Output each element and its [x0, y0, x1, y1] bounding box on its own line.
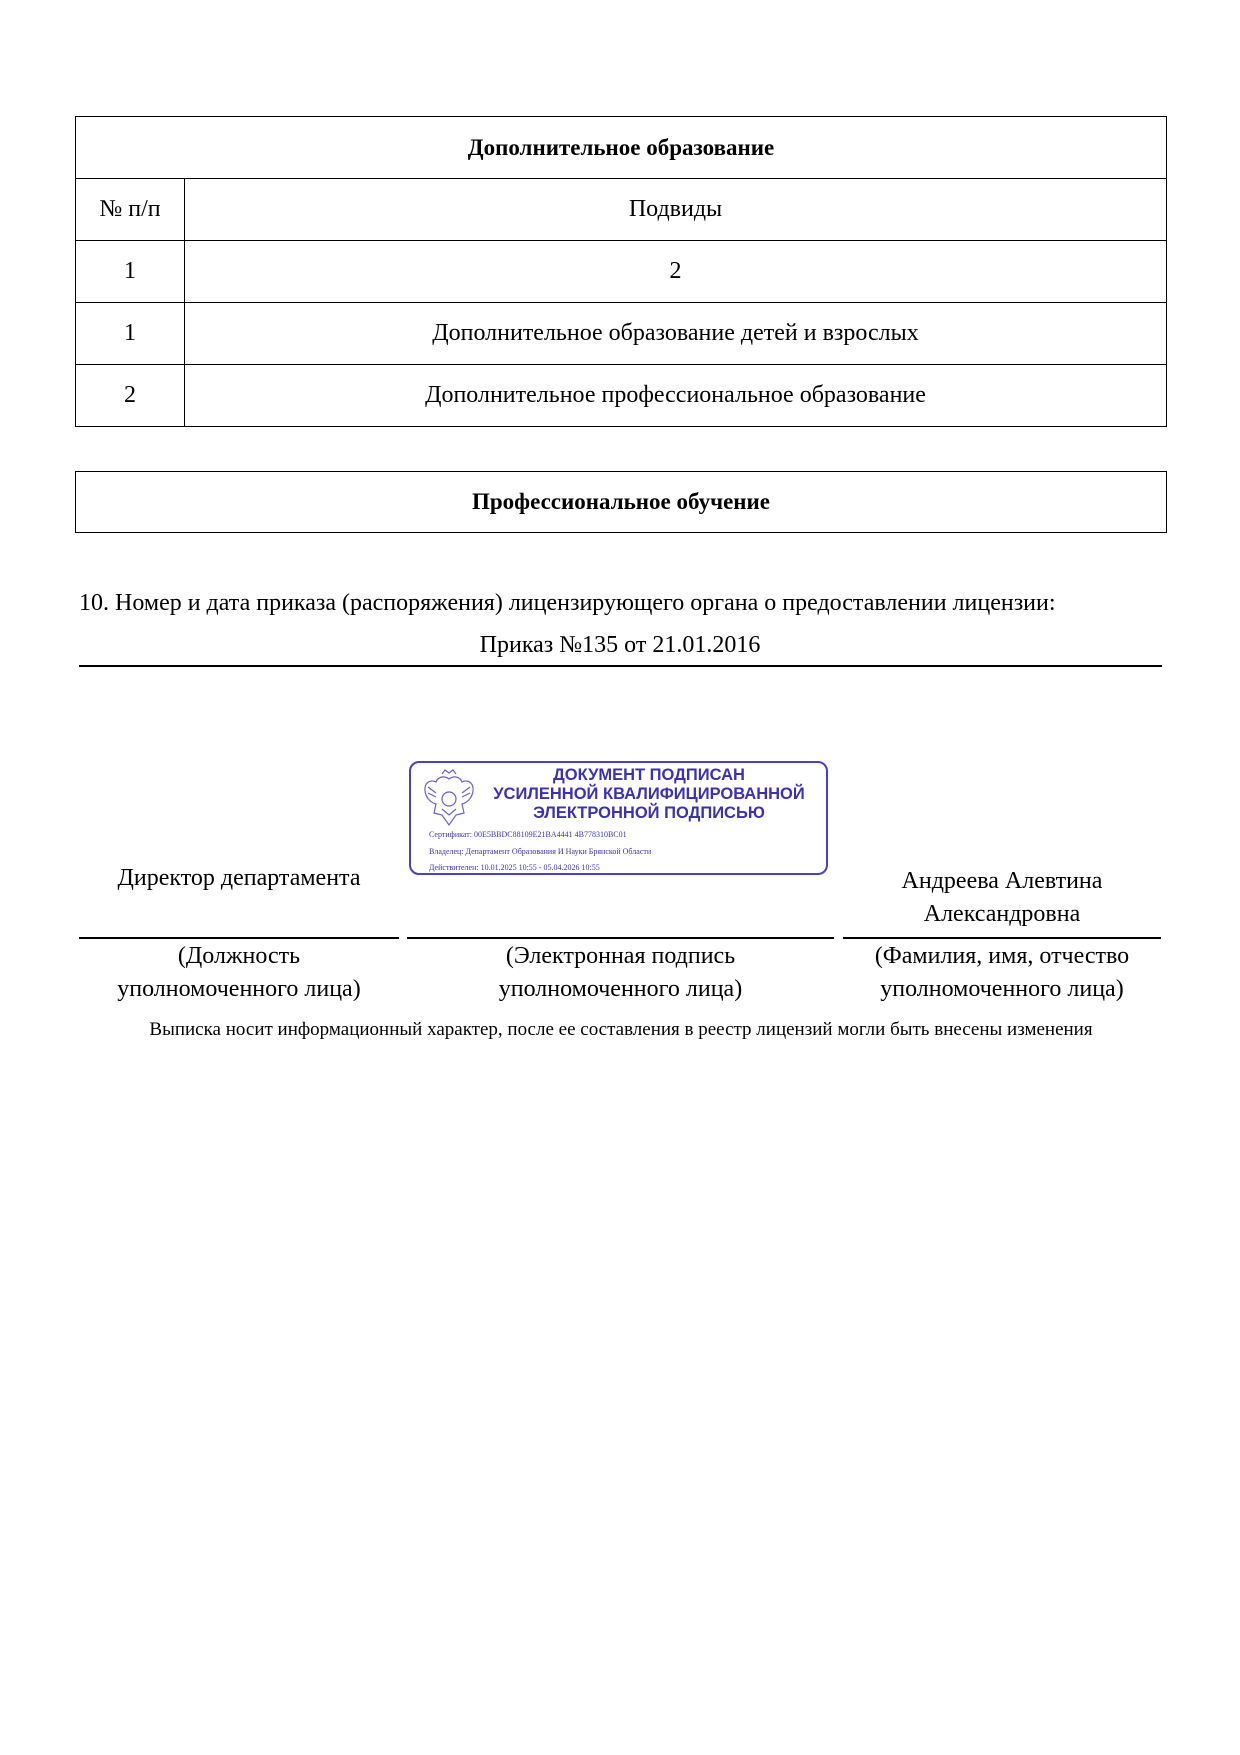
table-title-row: [76, 117, 1167, 179]
name-caption: [843, 940, 1161, 1006]
caption-line: уполномоченного лица): [498, 976, 743, 1002]
position-underline: [79, 937, 399, 939]
table-row: [76, 365, 1167, 427]
item-10-label: 10. Номер и дата приказа (распоряжения) лицензирующего органа о предоставлении лицензии:: [79, 590, 1056, 616]
table-title: Дополнительное образование: [76, 117, 1167, 179]
table-row: [76, 241, 1167, 303]
stamp-title-line: ЭЛЕКТРОННОЙ ПОДПИСЬЮ: [533, 804, 765, 822]
caption-line: уполномоченного лица): [880, 976, 1124, 1002]
caption-line: уполномоченного лица): [117, 976, 361, 1002]
row-name: Дополнительное профессиональное образование: [185, 365, 1167, 427]
row-name: 2: [185, 241, 1167, 303]
signature-caption: [407, 940, 834, 1006]
row-name: Дополнительное образование детей и взрослых: [185, 303, 1167, 365]
stamp-valid: Действителен: 10.01.2025 10:55 - 05.04.2026 10:55: [429, 863, 600, 872]
column-header-number: № п/п: [76, 179, 185, 241]
order-value: Приказ №135 от 21.01.2016: [479, 632, 761, 658]
order-underline: [79, 665, 1162, 667]
stamp-title-line: УСИЛЕННОЙ КВАЛИФИЦИРОВАННОЙ: [493, 785, 805, 803]
coat-of-arms-icon: [420, 769, 478, 831]
stamp-certificate: Сертификат: 00E5BBDC88109E21BA4441 4B778310BC01: [429, 830, 627, 839]
full-name-line: Андреева Алевтина: [901, 868, 1103, 894]
row-number: 1: [76, 241, 185, 303]
full-name-value: [843, 865, 1161, 931]
table-title: Профессиональное обучение: [471, 489, 770, 514]
caption-line: (Должность: [177, 943, 301, 969]
position-caption: [79, 940, 399, 1006]
row-number: 1: [76, 303, 185, 365]
stamp-owner: Владелец: Департамент Образования И Науки Брянской Области: [429, 847, 652, 856]
additional-education-table: [75, 116, 1167, 427]
table-row: [76, 303, 1167, 365]
full-name-line: Александровна: [923, 901, 1081, 927]
position-value: Директор департамента: [117, 865, 361, 891]
disclaimer-note: Выписка носит информационный характер, после ее составления в реестр лицензий могли быть внесены изменения: [149, 1019, 1093, 1040]
caption-line: (Электронная подпись: [505, 943, 736, 969]
professional-training-table: [75, 471, 1167, 533]
row-number: 2: [76, 365, 185, 427]
stamp-title: [473, 766, 825, 823]
stamp-title-line: ДОКУМЕНТ ПОДПИСАН: [553, 766, 745, 784]
electronic-signature-stamp: [409, 761, 828, 875]
signature-underline: [407, 937, 834, 939]
name-underline: [843, 937, 1161, 939]
caption-line: (Фамилия, имя, отчество: [874, 943, 1130, 969]
column-header-subtypes: Подвиды: [185, 179, 1167, 241]
table-header-row: [76, 179, 1167, 241]
